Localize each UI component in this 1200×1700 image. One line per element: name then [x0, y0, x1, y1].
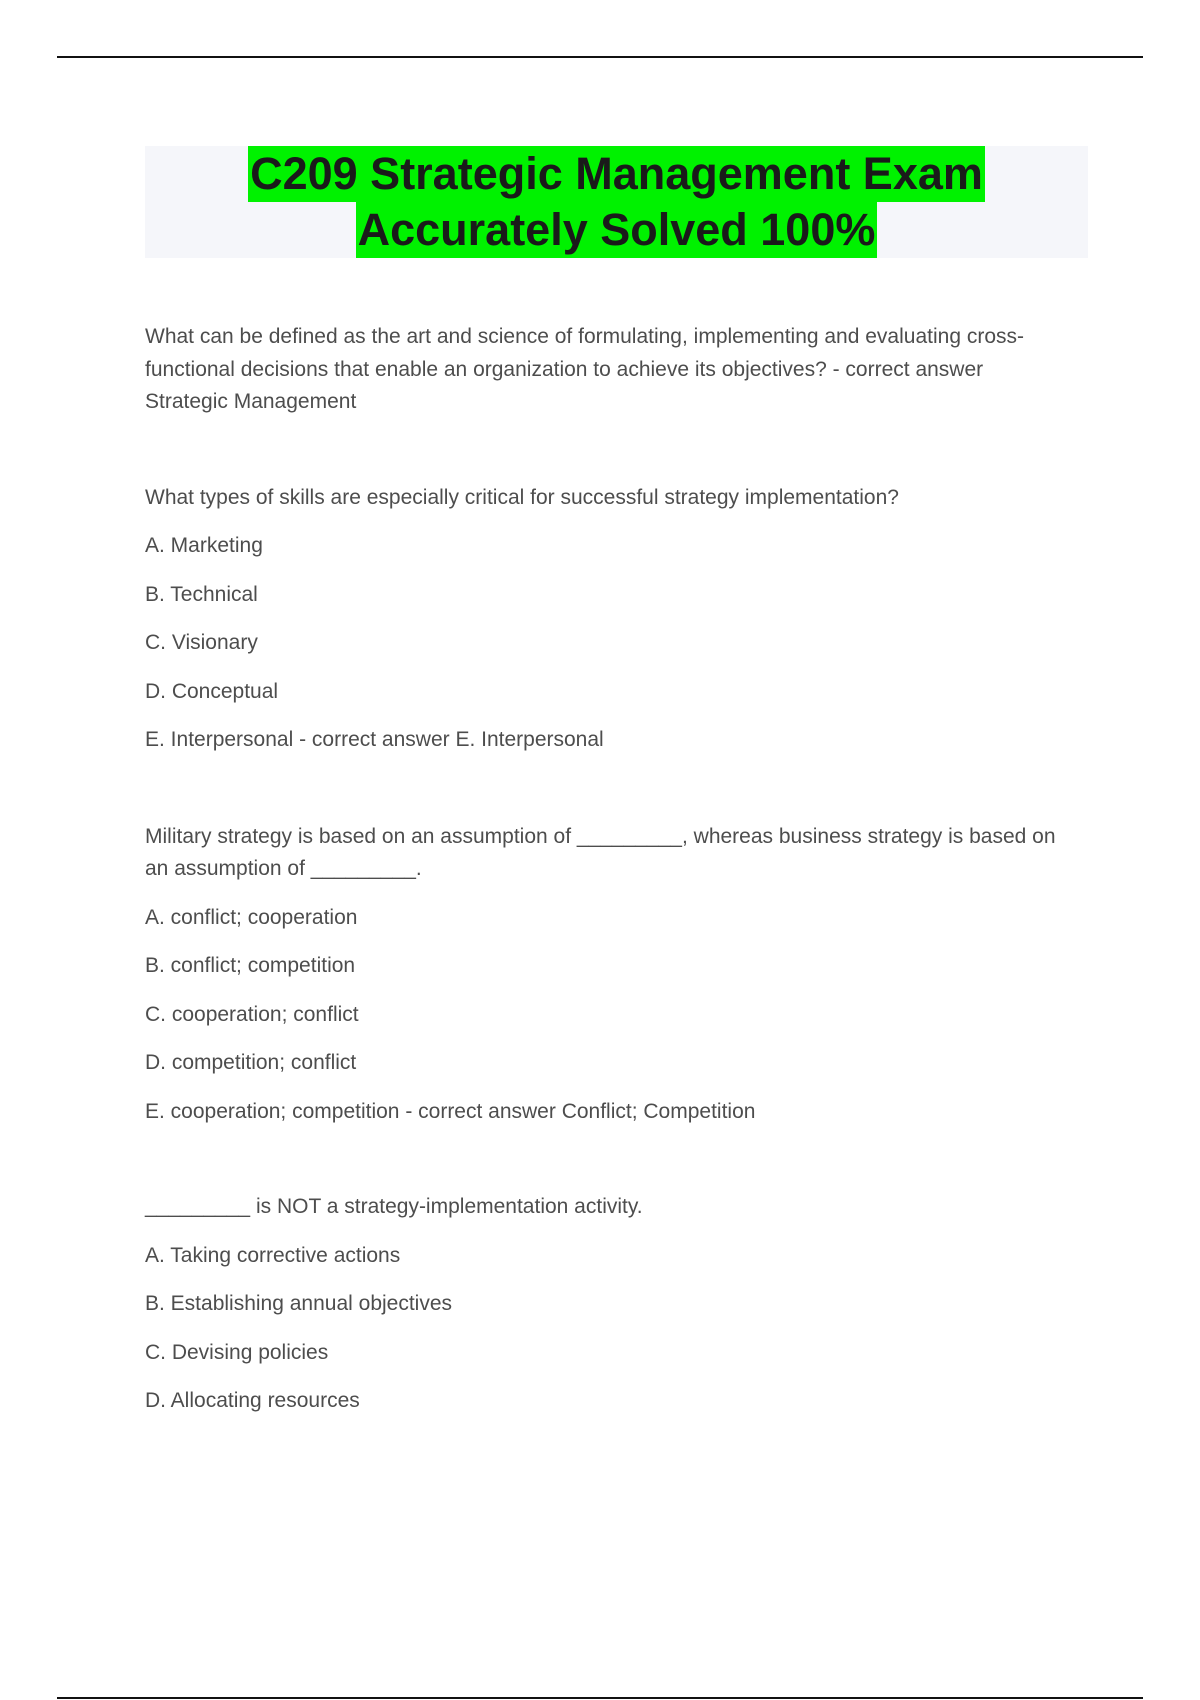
question-1-line-3: Strategic Management [145, 390, 357, 413]
question-2 [145, 482, 1085, 757]
title-line-2: Accurately Solved 100% [356, 202, 878, 258]
top-rule [57, 56, 1143, 58]
question-1-line-2: functional decisions that enable an organization to achieve its objectives? - correct answer [145, 357, 984, 381]
question-3-option-e: E. cooperation; competition - correct answer Conflict; Competition [145, 1099, 756, 1123]
document-body [145, 321, 1085, 1418]
question-3-option-d: D. competition; conflict [145, 1051, 357, 1074]
question-2-option-a: A. Marketing [145, 534, 263, 557]
question-3-option-a: A. conflict; cooperation [145, 905, 358, 929]
title-banner [145, 146, 1088, 258]
question-2-text: What types of skills are especially critical for successful strategy implementation? [145, 485, 899, 509]
question-3-option-c: C. cooperation; conflict [145, 1002, 359, 1026]
question-2-option-c: C. Visionary [145, 631, 258, 654]
question-2-option-b: B. Technical [145, 582, 258, 606]
question-3 [145, 821, 1085, 1129]
question-4 [145, 1191, 1085, 1418]
question-2-option-d: D. Conceptual [145, 679, 279, 703]
question-4-option-c: C. Devising policies [145, 1340, 329, 1364]
question-3-option-b: B. conflict; competition [145, 954, 356, 977]
bottom-rule [57, 1697, 1143, 1699]
question-4-option-a: A. Taking corrective actions [145, 1243, 401, 1267]
question-1 [145, 321, 1085, 419]
question-1-line-1: What can be defined as the art and science of formulating, implementing and evaluating cross- [145, 325, 1024, 348]
title-line-1: C209 Strategic Management Exam [248, 146, 985, 202]
question-3-line-2: an assumption of _________. [145, 857, 422, 880]
question-4-text: _________ is NOT a strategy-implementation activity. [145, 1195, 643, 1218]
question-4-option-d: D. Allocating resources [145, 1389, 360, 1412]
question-4-option-b: B. Establishing annual objectives [145, 1292, 453, 1315]
question-2-option-e: E. Interpersonal - correct answer E. Interpersonal [145, 728, 604, 751]
question-3-line-1: Military strategy is based on an assumption of _________, whereas business strategy is based on [145, 824, 1056, 848]
